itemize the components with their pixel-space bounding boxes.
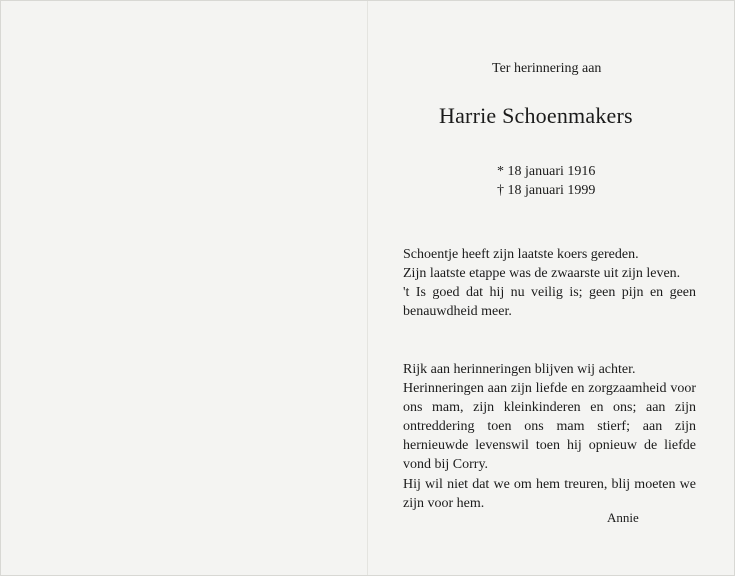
verse-1-line: Zijn laatste etappe was de zwaarste uit zijn leven. [403,266,681,281]
verse-1-line: 't Is goed dat hij nu veilig is; geen pijn en geen benauwdheid meer. [403,285,696,319]
verse-1-line: Schoentje heeft zijn laatste koers gereden. [403,247,639,262]
life-dates [497,162,595,200]
death-date: † 18 januari 1999 [497,183,596,198]
birth-date: * 18 januari 1916 [497,164,596,179]
verse-3 [403,475,696,513]
verse-2 [403,360,696,474]
verse-3-line: Hij wil niet dat we om hem treuren, blij moeten we zijn voor hem. [403,477,696,511]
card-heading: Ter herinnering aan [492,61,602,76]
verse-1 [403,245,696,321]
verse-2-line: Rijk aan herinneringen blijven wij achter. [403,362,636,377]
verse-2-line: Herinneringen aan zijn liefde en zorgzaamheid voor ons mam, zijn kleinkinderen en ons; aan zijn ontreddering toen ons mam stierf; aan zijn hernieuwde levenswil toen hij opnieuw de liefde vond bij Corry. [403,381,696,472]
card-fold-line [367,1,368,575]
signature: Annie [607,510,639,525]
deceased-name: Harrie Schoenmakers [439,103,633,128]
